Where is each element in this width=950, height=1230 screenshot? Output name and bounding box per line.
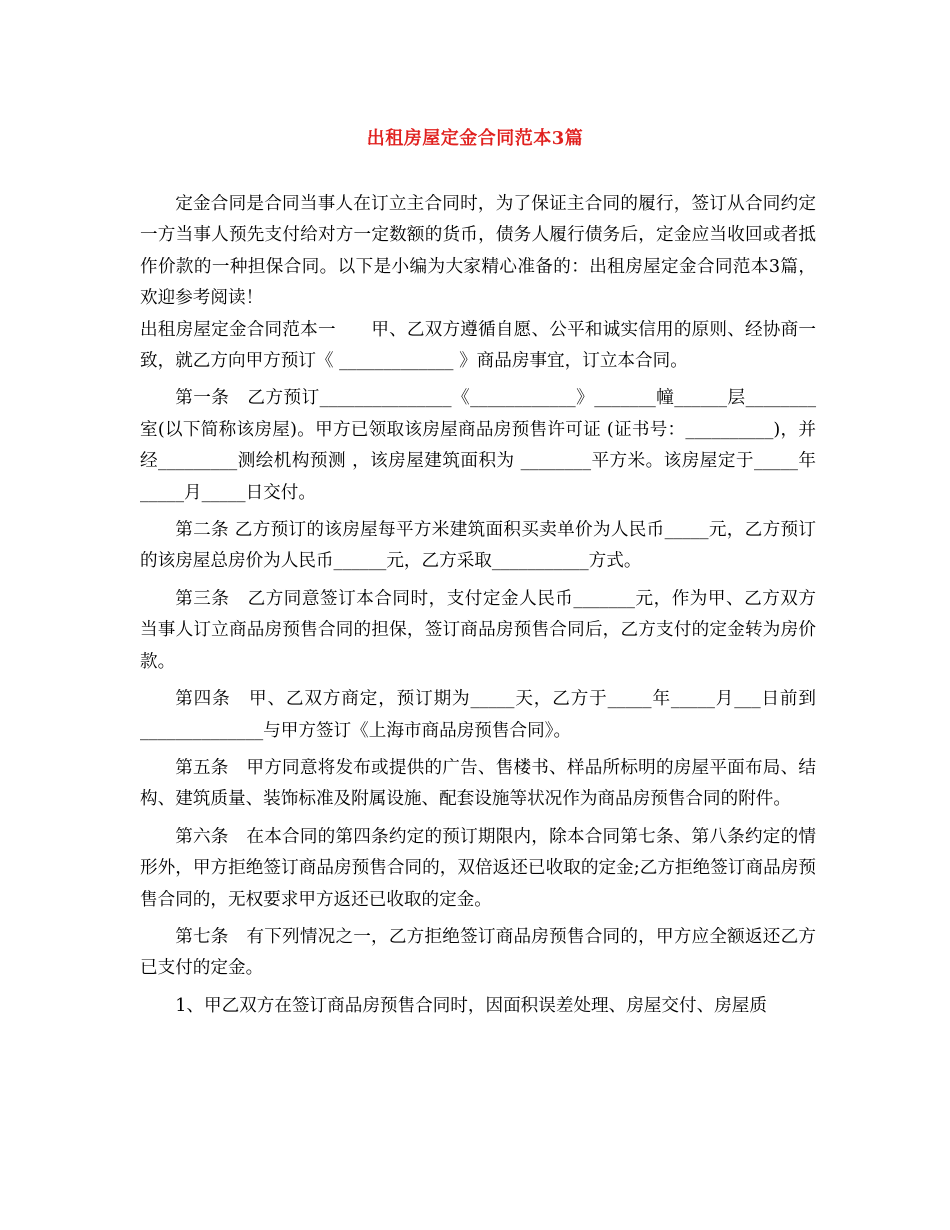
article-2: 第二条 乙方预订的该房屋每平方米建筑面积买卖单价为人民币_____元，乙方预订的该房屋总房价为人民币______元，乙方采取___________方式。 bbox=[140, 520, 816, 572]
article-5: 第五条 甲方同意将发布或提供的广告、售楼书、样品所标明的房屋平面布局、结构、建筑质量、装饰标准及附属设施、配套设施等状况作为商品房预售合同的附件。 bbox=[140, 757, 816, 810]
article-7-item-1: 1、甲乙双方在签订商品房预售合同时，因面积误差处理、房屋交付、房屋质 bbox=[175, 995, 767, 1016]
article-6: 第六条 在本合同的第四条约定的预订期限内，除本合同第七条、第八条约定的情形外，甲方拒绝签订商品房预售合同的，双倍返还已收取的定金;乙方拒绝签订商品房预售合同的，无权要求甲方返还已收取的定金。 bbox=[140, 826, 816, 910]
article-7: 第七条 有下列情况之一，乙方拒绝签订商品房预售合同的，甲方应全额返还乙方已支付的定金。 bbox=[140, 926, 816, 979]
article-3: 第三条 乙方同意签订本合同时，支付定金人民币_______元，作为甲、乙方双方当事人订立商品房预售合同的担保，签订商品房预售合同后，乙方支付的定金转为房价款。 bbox=[140, 588, 816, 672]
contract-one-preamble: 出租房屋定金合同范本一 甲、乙双方遵循自愿、公平和诚实信用的原则、经协商一致，就乙方向甲方预订《 _____________ 》商品房事宜，订立本合同。 bbox=[140, 319, 816, 372]
intro-paragraph: 定金合同是合同当事人在订立主合同时，为了保证主合同的履行，签订从合同约定一方当事人预先支付给对方一定数额的货币，债务人履行债务后，定金应当收回或者抵作价款的一种担保合同。以下是小编为大家精心准备的：出租房屋定金合同范本3篇，欢迎参考阅读！ bbox=[140, 194, 816, 309]
article-4: 第四条 甲、乙双方商定，预订期为_____天，乙方于_____年_____月___日前到______________与甲方签订《上海市商品房预售合同》。 bbox=[140, 689, 816, 741]
document-title: 出租房屋定金合同范本3篇 bbox=[366, 128, 584, 149]
article-1: 第一条 乙方预订_______________《____________》_______幢______层________室(以下简称该房屋)。甲方已领取该房屋商品房预售许可证 (证书号：__________)，并经_________测绘机构预测 ，该房屋建筑面积为 ________平方米。该房屋定于_____年_____月_____日交付。 bbox=[140, 388, 816, 503]
document-body bbox=[140, 189, 816, 1028]
